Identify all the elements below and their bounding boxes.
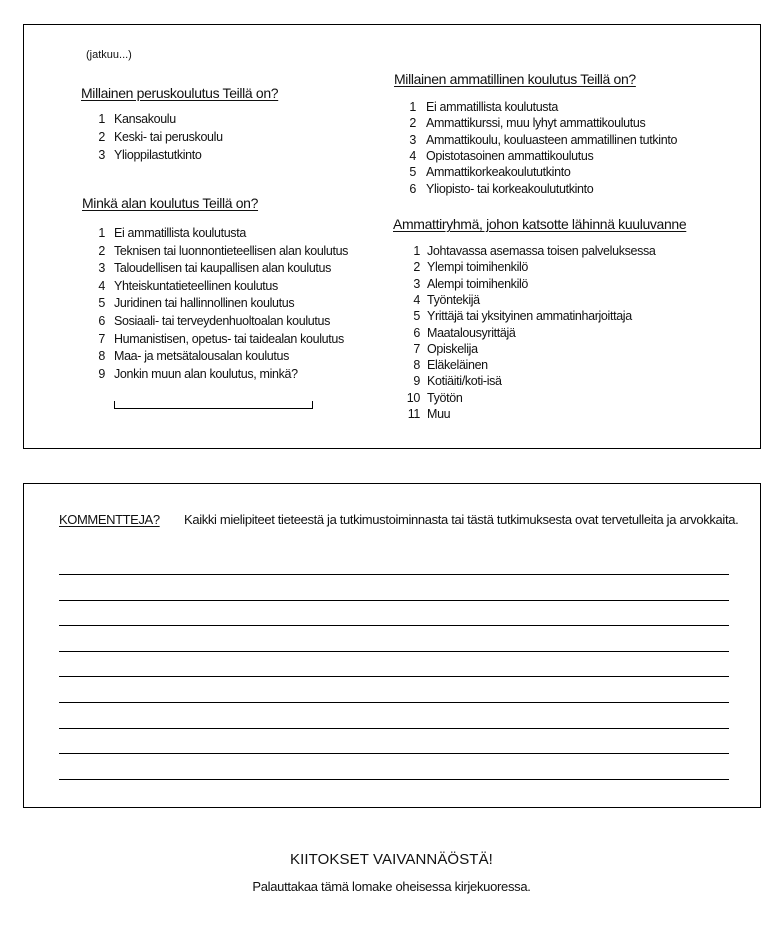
option-label: Ei ammatillista koulutusta — [114, 226, 246, 240]
option-label: Muu — [427, 407, 451, 421]
option-label: Kansakoulu — [114, 112, 176, 126]
vocational-education-question: Millainen ammatillinen koulutus Teillä on? — [394, 71, 636, 87]
option-label: Työntekijä — [427, 292, 480, 307]
option-label: Ylempi toimihenkilö — [427, 260, 529, 275]
option-number[interactable]: 3 — [98, 148, 105, 162]
comment-line[interactable] — [59, 779, 729, 780]
option-label: Eläkeläinen — [427, 358, 488, 373]
option-label: Yliopisto- tai korkeakoulututkinto — [426, 181, 594, 196]
return-instruction: Palauttakaa tämä lomake oheisessa kirjekuoressa. — [252, 879, 531, 894]
option-label: Yhteiskuntatieteellinen koulutus — [114, 278, 278, 293]
option-number[interactable]: 1 — [409, 100, 416, 114]
option-label: Taloudellisen tai kaupallisen alan koulutus — [114, 261, 332, 276]
option-number[interactable]: 2 — [98, 243, 105, 258]
thanks-heading: KIITOKSET VAIVANNÄÖSTÄ! — [290, 851, 493, 868]
comments-label: KOMMENTTEJA? — [59, 512, 160, 527]
option-number[interactable]: 9 — [98, 366, 105, 381]
comments-instruction: Kaikki mielipiteet tieteestä ja tutkimustoiminnasta tai tästä tutkimuksesta ovat tervetulleita ja arvokkaita. — [184, 512, 739, 527]
option-number[interactable]: 3 — [98, 261, 105, 276]
option-label: Juridinen tai hallinnollinen koulutus — [114, 296, 295, 311]
option-number[interactable]: 5 — [413, 309, 420, 324]
option-number[interactable]: 1 — [98, 226, 105, 240]
occupational-group-question: Ammattiryhmä, johon katsotte lähinnä kuuluvanne — [393, 216, 687, 232]
basic-education-question: Millainen peruskoulutus Teillä on? — [81, 85, 279, 101]
comment-line[interactable] — [59, 651, 729, 652]
option-label: Maatalousyrittäjä — [427, 325, 516, 340]
option-number[interactable]: 6 — [98, 314, 105, 328]
option-number[interactable]: 7 — [98, 331, 105, 346]
option-number[interactable]: 4 — [98, 278, 105, 293]
option-number[interactable]: 1 — [413, 244, 420, 258]
option-number[interactable]: 4 — [409, 148, 416, 163]
option-number[interactable]: 2 — [409, 116, 416, 131]
option-number[interactable]: 5 — [409, 165, 416, 180]
option-number[interactable]: 3 — [409, 132, 416, 147]
option-label: Ammattikurssi, muu lyhyt ammattikoulutus — [426, 116, 646, 131]
option-label: Ei ammatillista koulutusta — [426, 100, 558, 114]
option-number[interactable]: 2 — [413, 260, 420, 275]
option-number[interactable]: 8 — [413, 358, 420, 373]
option-label: Ammattikorkeakoulututkinto — [426, 165, 571, 180]
option-label: Opistotasoinen ammattikoulutus — [426, 148, 594, 163]
option-label: Ylioppilastutkinto — [114, 148, 202, 162]
option-label: Opiskelija — [427, 341, 478, 356]
option-label: Johtavassa asemassa toisen palveluksessa — [427, 244, 656, 258]
field-of-education-question: Minkä alan koulutus Teillä on? — [82, 195, 259, 211]
option-label: Maa- ja metsätalousalan koulutus — [114, 349, 290, 364]
option-number[interactable]: 2 — [98, 130, 105, 144]
option-number[interactable]: 9 — [413, 374, 420, 389]
comment-line[interactable] — [59, 625, 729, 626]
option-label: Alempi toimihenkilö — [427, 276, 529, 291]
comment-line[interactable] — [59, 753, 729, 754]
comment-line[interactable] — [59, 676, 729, 677]
option-label: Humanistisen, opetus- tai taidealan koulutus — [114, 331, 344, 346]
option-label: Keski- tai peruskoulu — [114, 130, 223, 144]
option-number[interactable]: 7 — [413, 341, 420, 356]
option-label: Työtön — [427, 390, 463, 405]
option-number[interactable]: 6 — [413, 325, 420, 340]
continued-note: (jatkuu...) — [86, 49, 132, 61]
option-number[interactable]: 8 — [98, 349, 105, 364]
option-number[interactable]: 1 — [98, 112, 105, 126]
option-label: Kotiäiti/koti-isä — [427, 374, 502, 389]
comments-box — [23, 483, 761, 808]
comment-line[interactable] — [59, 600, 729, 601]
option-label: Yrittäjä tai yksityinen ammatinharjoittaja — [427, 309, 632, 324]
option-number[interactable]: 3 — [413, 276, 420, 291]
option-label: Teknisen tai luonnontieteellisen alan koulutus — [114, 243, 349, 258]
option-label: Sosiaali- tai terveydenhuoltoalan koulutus — [114, 314, 331, 328]
option-label: Jonkin muun alan koulutus, minkä? — [114, 366, 298, 381]
option-number[interactable]: 4 — [413, 292, 420, 307]
option-number[interactable]: 11 — [407, 407, 420, 421]
option-number[interactable]: 5 — [98, 296, 105, 311]
option-number[interactable]: 6 — [409, 181, 416, 196]
comment-line[interactable] — [59, 702, 729, 703]
other-field-input[interactable] — [114, 401, 313, 409]
option-label: Ammattikoulu, kouluasteen ammatillinen tutkinto — [426, 132, 678, 147]
option-number[interactable]: 10 — [406, 390, 420, 405]
comment-line[interactable] — [59, 574, 729, 575]
comment-line[interactable] — [59, 728, 729, 729]
